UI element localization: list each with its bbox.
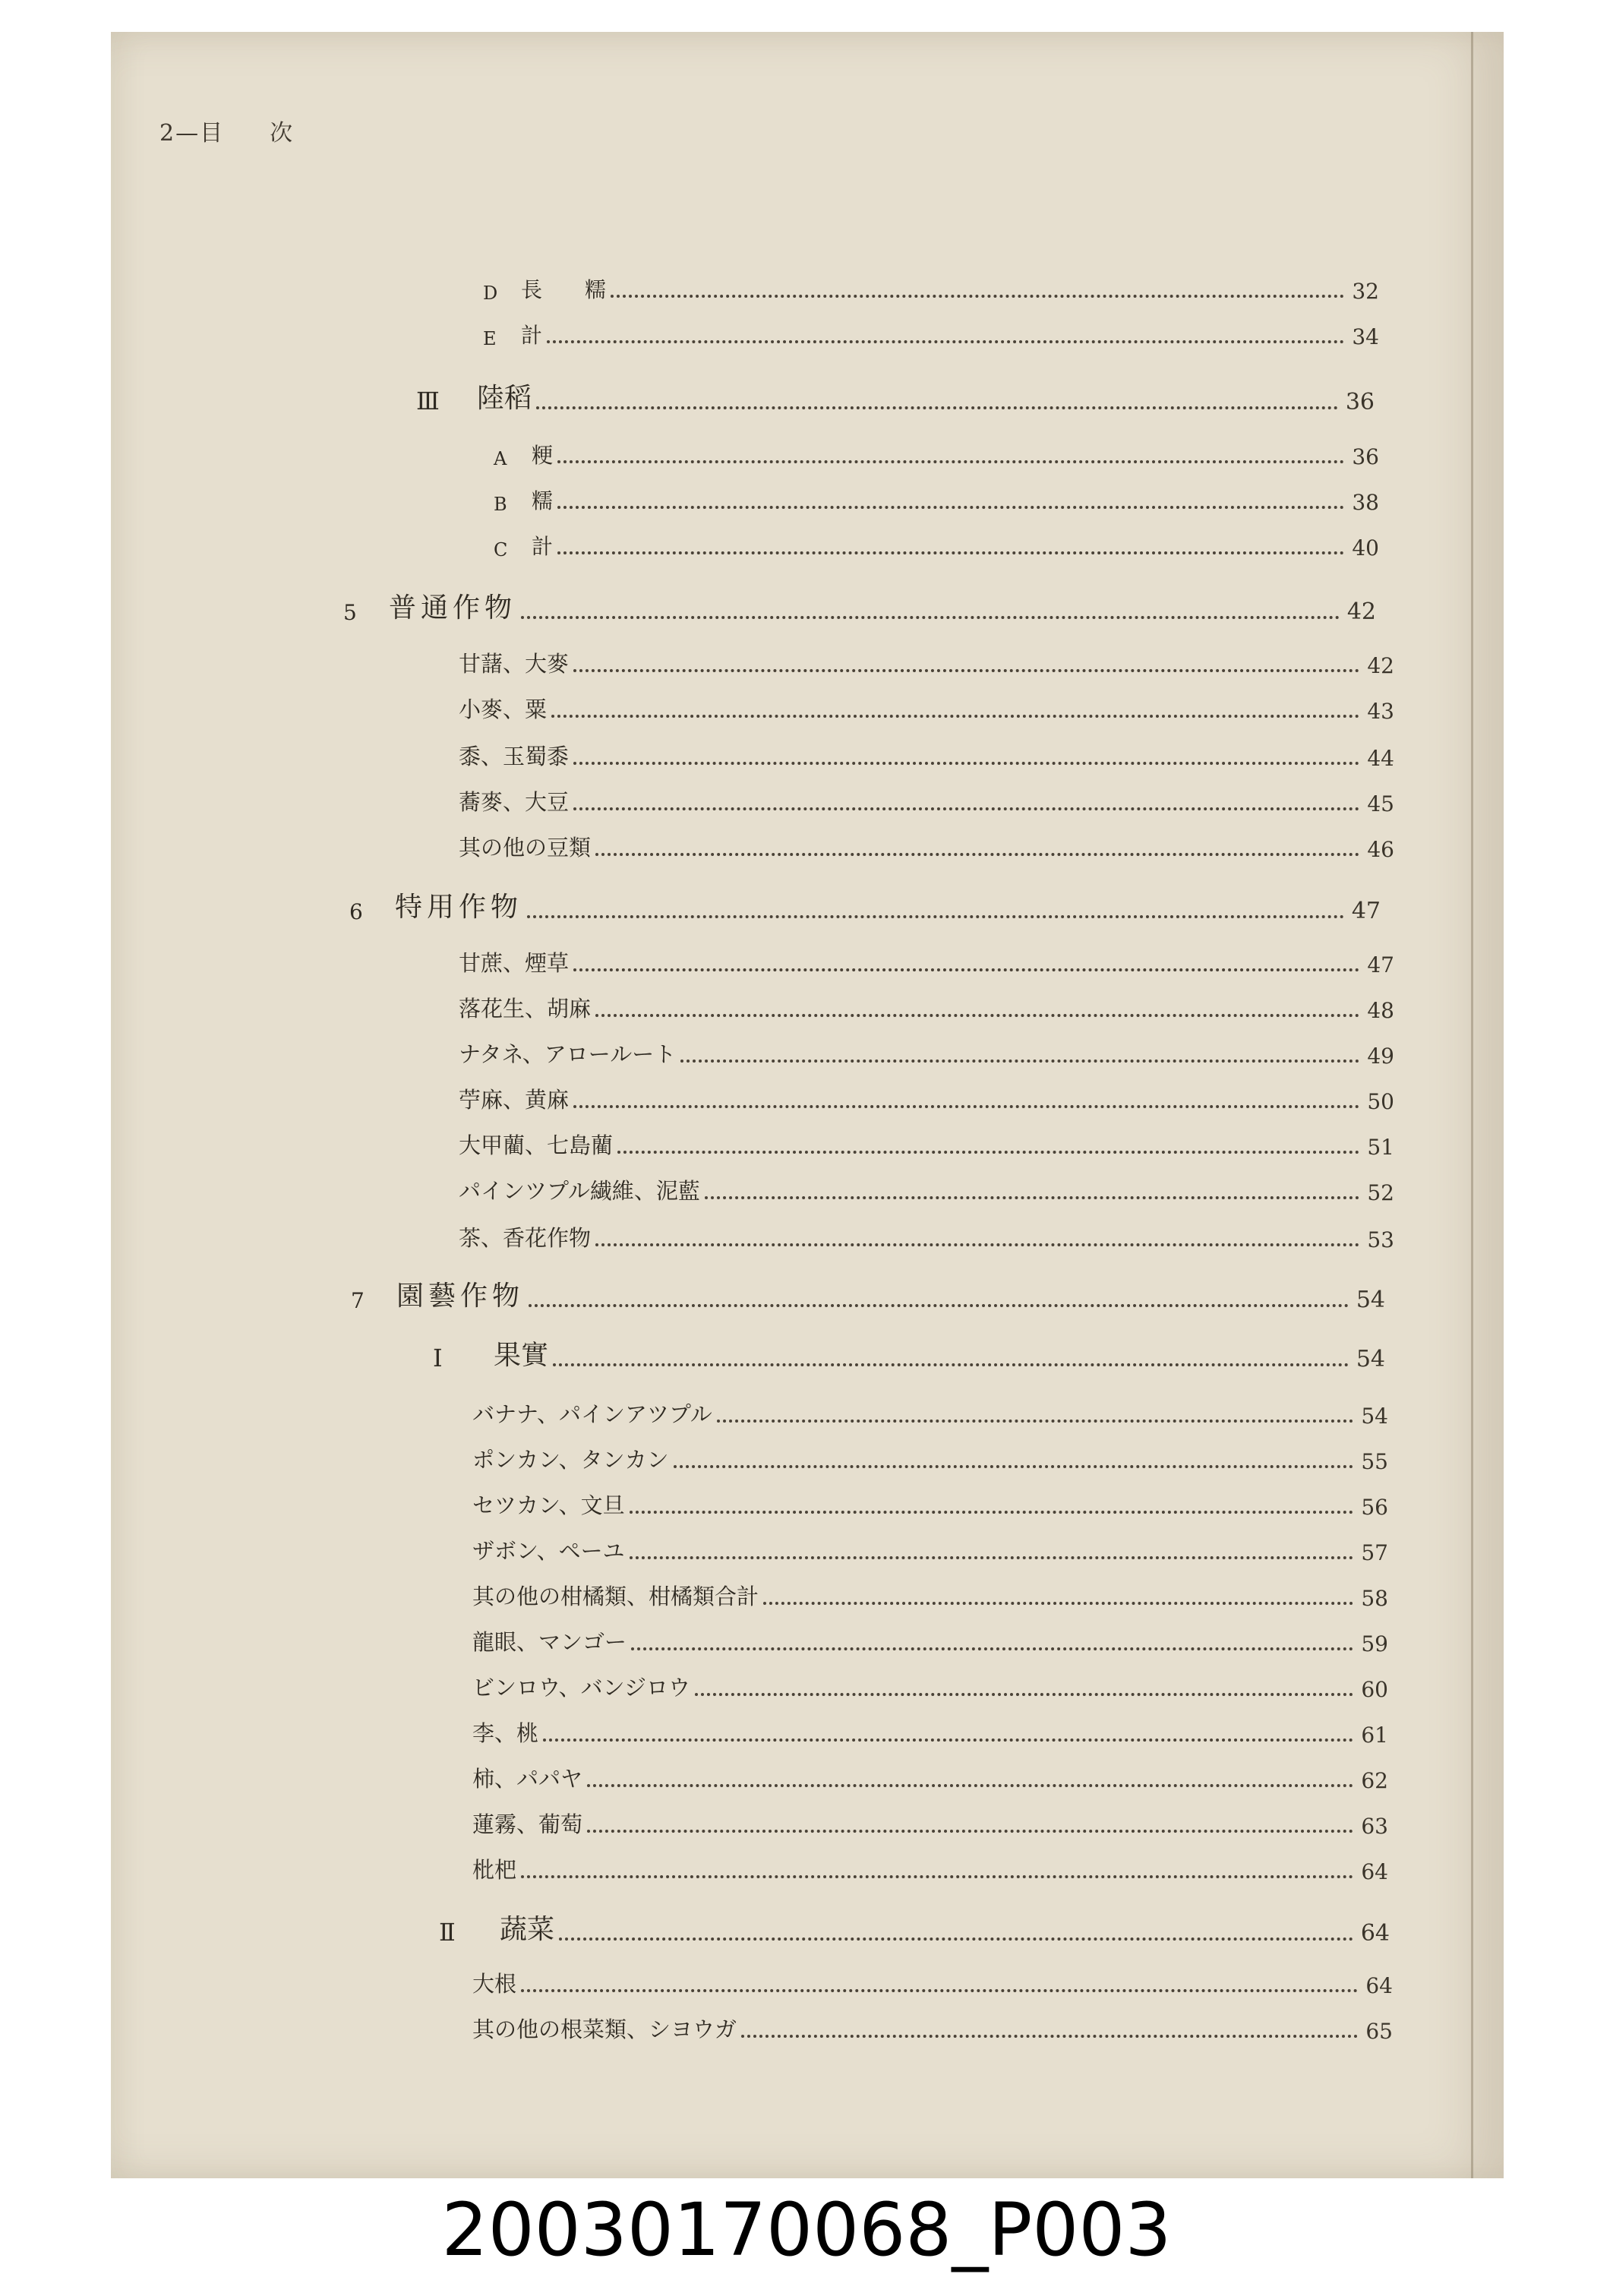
item-page: 61 bbox=[1361, 1723, 1388, 1748]
entry-title: 粳 bbox=[532, 443, 554, 468]
header-kanji: 次 bbox=[270, 120, 295, 147]
dot-leader bbox=[595, 1243, 1359, 1246]
entry-page: 40 bbox=[1352, 535, 1379, 561]
item-title: 甘蔗、煙草 bbox=[459, 950, 570, 976]
item-title: 龍眼、マンゴー bbox=[472, 1629, 627, 1655]
entry-title: 計 bbox=[521, 323, 543, 348]
dot-leader bbox=[617, 1151, 1359, 1154]
item-page: 65 bbox=[1365, 2019, 1393, 2044]
entry-page: 32 bbox=[1352, 279, 1379, 304]
toc-item bbox=[459, 785, 1394, 816]
entry-title: 糯 bbox=[532, 488, 554, 513]
entry-title: 計 bbox=[532, 534, 554, 559]
item-title: 蓮霧、葡萄 bbox=[472, 1811, 583, 1837]
dot-leader bbox=[595, 853, 1359, 856]
item-page: 50 bbox=[1367, 1089, 1394, 1114]
item-page: 46 bbox=[1367, 837, 1394, 862]
toc-item bbox=[459, 1083, 1394, 1114]
section-title: 陸稻 bbox=[477, 383, 532, 414]
toc-item bbox=[459, 1221, 1394, 1252]
toc-item bbox=[472, 1580, 1388, 1611]
entry-page: 36 bbox=[1352, 444, 1379, 469]
dot-leader bbox=[557, 551, 1344, 554]
dot-leader bbox=[527, 915, 1344, 918]
dot-leader bbox=[680, 1060, 1359, 1063]
dot-leader bbox=[573, 807, 1359, 810]
toc-entry bbox=[494, 439, 1379, 469]
dot-leader bbox=[573, 669, 1359, 672]
dot-leader bbox=[551, 715, 1359, 718]
item-title: 其の他の豆類 bbox=[459, 835, 592, 861]
dot-leader bbox=[536, 406, 1338, 409]
dot-leader bbox=[557, 460, 1344, 463]
item-title: パインツプル繊維、泥藍 bbox=[459, 1178, 700, 1204]
toc-item bbox=[459, 1129, 1394, 1160]
chapter-page: 47 bbox=[1351, 898, 1381, 924]
dot-leader bbox=[587, 1830, 1353, 1833]
header-page: 2—目 bbox=[159, 120, 225, 147]
section-page: 54 bbox=[1356, 1346, 1385, 1372]
dot-leader bbox=[631, 1647, 1353, 1650]
item-page: 44 bbox=[1367, 746, 1394, 771]
dot-leader bbox=[695, 1693, 1353, 1696]
toc-item bbox=[472, 1853, 1388, 1884]
dot-leader bbox=[521, 1875, 1353, 1878]
archive-id: 20030170068_P003 bbox=[441, 2187, 1172, 2272]
chapter-title: 園藝作物 bbox=[396, 1281, 525, 1312]
section-title: 蔬菜 bbox=[500, 1914, 555, 1945]
dot-leader bbox=[763, 1602, 1353, 1605]
item-title: 其の他の根菜類、シヨウガ bbox=[472, 2017, 737, 2042]
toc-item bbox=[472, 1397, 1388, 1429]
item-page: 55 bbox=[1361, 1449, 1388, 1474]
dot-leader bbox=[630, 1511, 1354, 1514]
dot-leader bbox=[543, 1739, 1353, 1742]
dot-leader bbox=[595, 1014, 1359, 1017]
toc-chapter bbox=[351, 1274, 1385, 1313]
page-header bbox=[159, 114, 294, 147]
toc-item bbox=[459, 992, 1394, 1023]
item-page: 52 bbox=[1367, 1180, 1394, 1205]
dot-leader bbox=[559, 1938, 1353, 1941]
toc-entry bbox=[494, 485, 1379, 515]
entry-letter: A bbox=[494, 448, 507, 469]
toc-item bbox=[472, 1716, 1388, 1748]
item-page: 48 bbox=[1367, 998, 1394, 1023]
toc-section bbox=[439, 1908, 1390, 1947]
item-page: 54 bbox=[1361, 1404, 1388, 1429]
toc-item bbox=[472, 1967, 1393, 1998]
toc-item bbox=[459, 946, 1394, 977]
section-numeral: Ⅰ bbox=[433, 1344, 443, 1372]
item-title: 蕎麥、大豆 bbox=[459, 789, 570, 815]
toc-item bbox=[472, 1534, 1388, 1565]
dot-leader bbox=[573, 968, 1359, 971]
item-title: 李、桃 bbox=[472, 1720, 539, 1746]
dot-leader bbox=[573, 1105, 1359, 1108]
toc-item bbox=[459, 1174, 1394, 1205]
item-page: 63 bbox=[1361, 1814, 1388, 1839]
item-title: 大根 bbox=[472, 1971, 517, 1997]
item-title: バナナ、パインアツプル bbox=[472, 1401, 712, 1427]
toc-section bbox=[416, 377, 1375, 415]
item-page: 62 bbox=[1361, 1768, 1388, 1793]
toc-entry bbox=[483, 273, 1379, 304]
toc-item bbox=[459, 1037, 1394, 1069]
item-page: 53 bbox=[1367, 1227, 1394, 1252]
item-page: 43 bbox=[1367, 699, 1394, 724]
dot-leader bbox=[557, 506, 1344, 509]
entry-page: 34 bbox=[1352, 324, 1379, 349]
dot-leader bbox=[674, 1465, 1354, 1468]
section-numeral: Ⅲ bbox=[416, 387, 440, 415]
section-page: 64 bbox=[1360, 1920, 1390, 1947]
toc-entry bbox=[494, 530, 1379, 561]
chapter-number: 5 bbox=[343, 600, 361, 625]
toc-chapter bbox=[343, 586, 1376, 625]
item-title: 小麥、粟 bbox=[459, 696, 548, 722]
item-title: 苧麻、黄麻 bbox=[459, 1087, 570, 1113]
toc-item bbox=[472, 1808, 1388, 1839]
item-page: 64 bbox=[1361, 1859, 1388, 1884]
dot-leader bbox=[529, 1304, 1349, 1307]
toc-item bbox=[472, 1489, 1388, 1520]
item-title: セツカン、文旦 bbox=[472, 1492, 625, 1518]
section-title: 果實 bbox=[494, 1340, 549, 1371]
item-page: 58 bbox=[1361, 1586, 1388, 1611]
item-page: 47 bbox=[1367, 952, 1394, 977]
toc-chapter bbox=[349, 886, 1381, 924]
chapter-page: 54 bbox=[1356, 1287, 1385, 1313]
toc-section bbox=[433, 1334, 1385, 1372]
dot-leader bbox=[611, 295, 1344, 298]
entry-page: 38 bbox=[1352, 490, 1379, 515]
entry-letter: E bbox=[483, 328, 497, 349]
item-title: 落花生、胡麻 bbox=[459, 996, 592, 1022]
toc-item bbox=[459, 740, 1394, 771]
chapter-page: 42 bbox=[1346, 598, 1376, 625]
item-title: ビンロウ、バンジロウ bbox=[472, 1675, 690, 1701]
item-title: 其の他の柑橘類、柑橘類合計 bbox=[472, 1584, 759, 1609]
dot-leader bbox=[553, 1363, 1349, 1366]
toc-item bbox=[459, 693, 1394, 724]
dot-leader bbox=[521, 616, 1340, 619]
chapter-number: 7 bbox=[351, 1288, 369, 1313]
dot-leader bbox=[717, 1420, 1354, 1423]
dot-leader bbox=[573, 762, 1359, 765]
item-page: 59 bbox=[1361, 1631, 1388, 1656]
item-title: 茶、香花作物 bbox=[459, 1225, 592, 1251]
toc-entry bbox=[483, 319, 1379, 349]
item-page: 51 bbox=[1367, 1135, 1394, 1160]
item-title: ナタネ、アロールート bbox=[459, 1041, 677, 1067]
toc-item bbox=[472, 1762, 1388, 1793]
item-title: ポンカン、タンカン bbox=[472, 1447, 669, 1473]
item-page: 45 bbox=[1367, 791, 1394, 816]
item-page: 60 bbox=[1361, 1677, 1388, 1702]
entry-title: 長 糯 bbox=[521, 277, 607, 302]
section-page: 36 bbox=[1345, 389, 1375, 415]
toc-item bbox=[459, 647, 1394, 678]
item-title: 枇杷 bbox=[472, 1857, 517, 1883]
item-page: 56 bbox=[1361, 1495, 1388, 1520]
entry-letter: B bbox=[494, 494, 507, 515]
item-title: ザボン、ペーユ bbox=[472, 1538, 625, 1564]
toc-item bbox=[459, 831, 1394, 862]
item-page: 64 bbox=[1365, 1973, 1393, 1998]
dot-leader bbox=[741, 2035, 1358, 2038]
item-title: 黍、玉蜀黍 bbox=[459, 744, 570, 769]
entry-letter: D bbox=[483, 283, 498, 304]
item-page: 42 bbox=[1367, 653, 1394, 678]
chapter-title: 普通作物 bbox=[389, 592, 517, 624]
dot-leader bbox=[630, 1556, 1354, 1559]
chapter-title: 特用作物 bbox=[395, 892, 523, 923]
item-title: 大甲藺、七島藺 bbox=[459, 1132, 614, 1158]
toc-item bbox=[472, 2013, 1393, 2044]
item-title: 柿、パパヤ bbox=[472, 1766, 583, 1792]
toc-item bbox=[472, 1625, 1388, 1656]
item-page: 57 bbox=[1361, 1540, 1388, 1565]
toc-item bbox=[472, 1671, 1388, 1702]
item-title: 甘藷、大麥 bbox=[459, 651, 570, 677]
dot-leader bbox=[705, 1196, 1360, 1199]
dot-leader bbox=[547, 340, 1344, 343]
item-page: 49 bbox=[1367, 1044, 1394, 1069]
section-numeral: Ⅱ bbox=[439, 1918, 456, 1947]
chapter-number: 6 bbox=[349, 899, 368, 924]
toc-item bbox=[472, 1443, 1388, 1474]
dot-leader bbox=[587, 1784, 1353, 1787]
dot-leader bbox=[521, 1989, 1358, 1992]
entry-letter: C bbox=[494, 539, 508, 561]
